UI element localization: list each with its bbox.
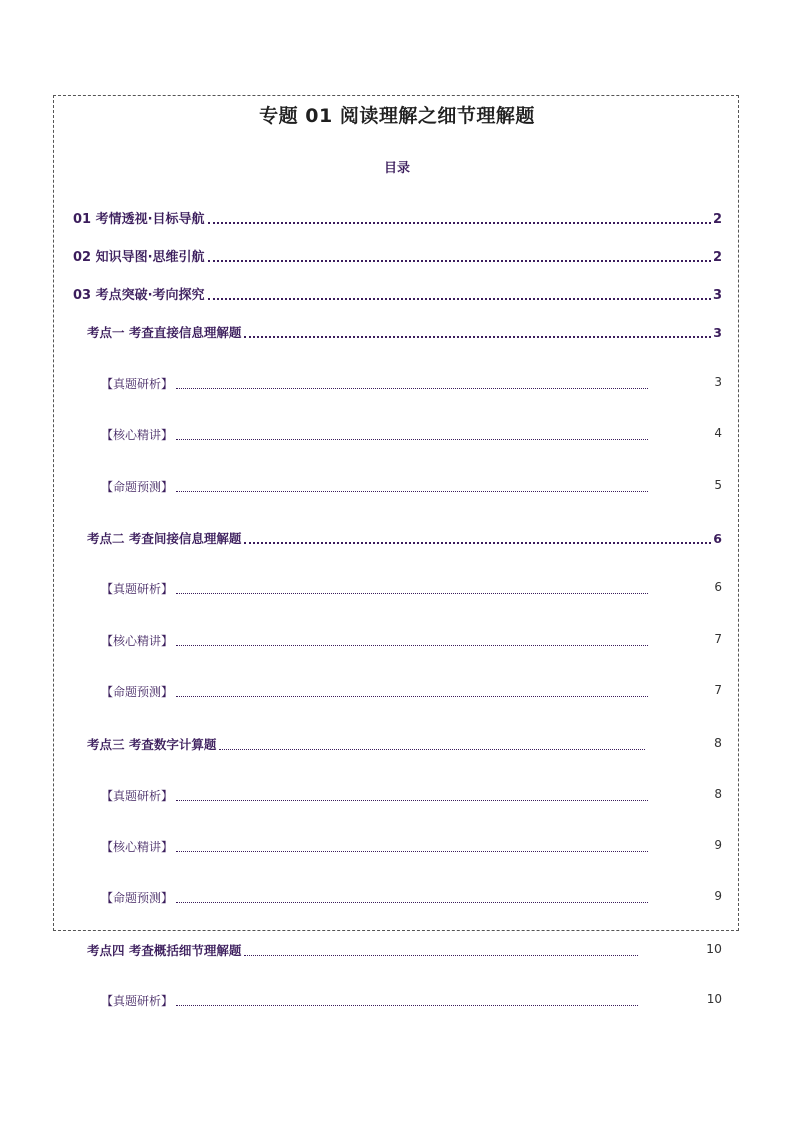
dot-leader	[244, 955, 638, 956]
toc-entry-page: 3	[713, 325, 722, 340]
dot-leader	[176, 593, 648, 594]
toc-entry-sub[interactable]	[101, 632, 722, 649]
toc-entry-page: 9	[714, 838, 722, 852]
toc-entry-page: 6	[713, 531, 722, 546]
dot-leader	[176, 1005, 638, 1006]
toc-entry-page: 8	[714, 787, 722, 801]
dot-leader	[176, 696, 648, 697]
toc-entry-03[interactable]	[73, 284, 722, 303]
toc-entry-page: 3	[712, 288, 722, 303]
document-title: 专题 01 阅读理解之细节理解题	[259, 105, 535, 127]
toc-entry-sub[interactable]	[101, 580, 722, 597]
toc-heading: 目录	[383, 161, 410, 176]
dot-leader	[176, 439, 648, 440]
dot-leader	[208, 260, 711, 262]
toc-entry-label: 03 考点突破·考向探究	[73, 288, 205, 303]
toc-entry-sub[interactable]	[101, 889, 722, 906]
toc-entry-label: 【核心精讲】	[101, 428, 174, 442]
dot-leader	[219, 749, 645, 750]
toc-entry-label: 【真题研析】	[101, 994, 174, 1008]
toc-entry-sub[interactable]	[101, 992, 722, 1009]
toc-entry-page: 7	[714, 632, 722, 646]
toc-entry-page: 10	[706, 941, 722, 956]
dot-leader	[176, 902, 648, 903]
toc-entry-label: 01 考情透视·目标导航	[73, 212, 205, 227]
dot-leader	[244, 542, 711, 544]
dot-leader	[176, 388, 648, 389]
dot-leader	[176, 491, 648, 492]
toc-entry-label: 【真题研析】	[101, 377, 174, 391]
toc-entry-page: 4	[714, 426, 722, 440]
dot-leader	[176, 645, 648, 646]
toc-entry-01[interactable]	[73, 208, 722, 227]
toc-entry-label: 【真题研析】	[101, 582, 174, 596]
toc-entry-page: 6	[714, 580, 722, 594]
toc-entry-label: 【命题预测】	[101, 891, 174, 905]
toc-entry-page: 9	[714, 889, 722, 903]
dot-leader	[176, 800, 648, 801]
dot-leader	[244, 336, 711, 338]
dot-leader	[208, 298, 711, 300]
toc-entry-label: 【核心精讲】	[101, 634, 174, 648]
toc-entry-label: 02 知识导图·思维引航	[73, 250, 205, 265]
toc-entry-page: 2	[712, 250, 722, 265]
toc-entry-page: 3	[714, 375, 722, 389]
toc-entry-page: 8	[714, 735, 722, 750]
toc-entry-label: 【核心精讲】	[101, 840, 174, 854]
toc-entry-kaodian-2[interactable]	[87, 529, 722, 547]
toc-entry-kaodian-1[interactable]	[87, 323, 722, 341]
toc-entry-page: 7	[714, 683, 722, 697]
dot-leader	[208, 222, 711, 224]
toc-entry-label: 考点一 考查直接信息理解题	[87, 325, 242, 340]
toc-entry-02[interactable]	[73, 246, 722, 265]
toc-entry-label: 【命题预测】	[101, 480, 174, 494]
toc-entry-sub[interactable]	[101, 683, 722, 700]
toc-entry-sub[interactable]	[101, 426, 722, 443]
toc-entry-kaodian-4[interactable]	[87, 941, 722, 959]
toc-entry-kaodian-3[interactable]	[87, 735, 722, 753]
toc-entry-sub[interactable]	[101, 478, 722, 495]
toc-entry-label: 【命题预测】	[101, 685, 174, 699]
toc-entry-sub[interactable]	[101, 838, 722, 855]
toc-entry-page: 5	[714, 478, 722, 492]
dot-leader	[176, 851, 648, 852]
toc-entry-label: 考点四 考查概括细节理解题	[87, 943, 242, 958]
toc-entry-label: 考点二 考查间接信息理解题	[87, 531, 242, 546]
toc-entry-page: 2	[712, 212, 722, 227]
toc-entry-label: 考点三 考查数字计算题	[87, 737, 217, 752]
toc-entry-page: 10	[706, 992, 722, 1006]
toc-entry-sub[interactable]	[101, 375, 722, 392]
toc-entry-sub[interactable]	[101, 787, 722, 804]
toc-entry-label: 【真题研析】	[101, 789, 174, 803]
